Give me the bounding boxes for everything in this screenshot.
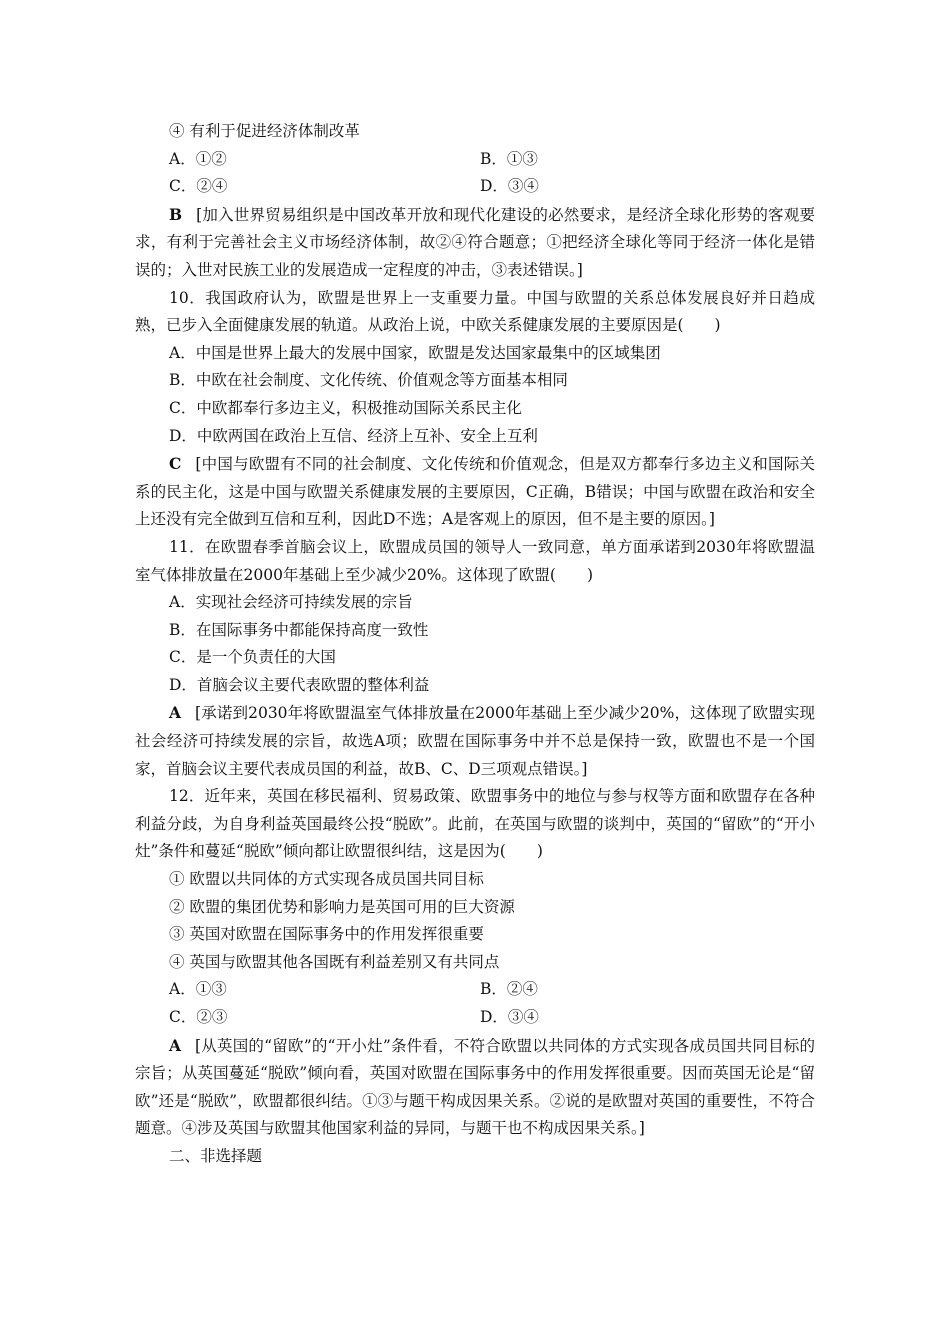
q11-option-b: B．在国际事务中都能保持高度一致性 — [169, 620, 429, 639]
q9-option-a: A．①② — [169, 149, 227, 168]
q12-option-a: A．①③ — [169, 980, 227, 999]
q9-answer-letter: B — [169, 204, 183, 224]
q11-option-a: A．实现社会经济可持续发展的宗旨 — [169, 593, 413, 612]
q12-stem: 12．近年来，英国在移民福利、贸易政策、欧盟事务中的地位与参与权等方面和欧盟存在各种利益分歧，为自身利益英国最终公投“脱欧”。此前，在英国与欧盟的谈判中，英国的“留欧”的“开小灶”条件和蔓延“脱欧”倾向都让欧盟很纠结，这是因为( ) — [135, 787, 815, 861]
section-title: 二、非选择题 — [169, 1146, 263, 1165]
q9-option-d: D．③④ — [480, 177, 539, 196]
q11-option-d: D．首脑会议主要代表欧盟的整体利益 — [169, 675, 430, 694]
q10-option-a: A．中国是世界上最大的发展中国家，欧盟是发达国家最集中的区域集团 — [169, 343, 661, 362]
q12-option-b: B．②④ — [480, 980, 538, 999]
q9-answer — [135, 201, 815, 285]
q12-options-row-2 — [135, 1004, 815, 1032]
q12-answer-letter: A — [169, 1035, 182, 1055]
q12-item-3: ③ 英国对欧盟在国际事务中的作用发挥很重要 — [169, 925, 484, 944]
q11-explanation: [承诺到2030年将欧盟温室气体排放量在2000年基础上至少减少20%，这体现了欧盟实现社会经济可持续发展的宗旨，故选A项；欧盟在国际事务中并不总是保持一致，欧盟也不是一个国家，首脑会议主要代表成员国的利益，故B、C、D三项观点错误。] — [135, 704, 815, 778]
q12-explanation: [从英国的“留欧”的“开小灶”条件看，不符合欧盟以共同体的方式实现各成员国共同目标的宗旨；从英国蔓延“脱欧”倾向看，英国对欧盟在国际事务中的作用发挥很重要。因而英国无论是“留欧”还是“脱欧”，欧盟都很纠结。①③与题干构成因果关系。②说的是欧盟对英国的重要性，不符合题意。④涉及英国与欧盟其他国家利益的异同，与题干也不构成因果关系。] — [135, 1036, 815, 1138]
q11-stem: 11．在欧盟春季首脑会议上，欧盟成员国的领导人一致同意，单方面承诺到2030年将欧盟温室气体排放量在2000年基础上至少减少20%。这体现了欧盟( ) — [135, 537, 815, 584]
q12-option-c: C．②③ — [169, 1008, 228, 1026]
q11-option-c: C．是一个负责任的大国 — [169, 648, 336, 667]
q9-options-row-1 — [135, 146, 815, 174]
q11-answer — [135, 699, 815, 783]
q10-option-c: C．中欧都奉行多边主义，积极推动国际关系民主化 — [169, 398, 522, 417]
q12-item-1: ① 欧盟以共同体的方式实现各成员国共同目标 — [169, 870, 484, 889]
q10-explanation: [中国与欧盟有不同的社会制度、文化传统和价值观念，但是双方都奉行多边主义和国际关系的民主化，这是中国与欧盟关系健康发展的主要原因，C正确，B错误；中国与欧盟在政治和安全上还没有完全做到互信和互利，因此D不选；A是客观上的原因，但不是主要的原因。] — [135, 455, 815, 529]
q9-options-row-2 — [135, 173, 815, 201]
q10-stem: 10．我国政府认为，欧盟是世界上一支重要力量。中国与欧盟的关系总体发展良好并日趋成熟，已步入全面健康发展的轨道。从政治上说，中欧关系健康发展的主要原因是( ) — [135, 288, 815, 335]
q9-option-b: B．①③ — [480, 149, 538, 168]
q12-options-row-1 — [135, 976, 815, 1004]
q10-answer — [135, 450, 815, 534]
q10-option-b: B．中欧在社会制度、文化传统、价值观念等方面基本相同 — [169, 371, 568, 390]
q9-option-c: C．②④ — [169, 177, 228, 196]
q9-explanation: [加入世界贸易组织是中国改革开放和现代化建设的必然要求，是经济全球化形势的客观要求，有利于完善社会主义市场经济体制，故②④符合题意；①把经济全球化等同于经济一体化是错误的；入世对民族工业的发展造成一定程度的冲击，③表述错误。] — [135, 205, 815, 279]
q12-answer — [135, 1032, 815, 1143]
q10-answer-letter: C — [169, 454, 182, 474]
q10-option-d: D．中欧两国在政治上互信、经济上互补、安全上互利 — [169, 426, 538, 445]
q11-answer-letter: A — [169, 703, 182, 723]
q9-item-4: ④ 有利于促进经济体制改革 — [169, 122, 360, 140]
q12-item-2: ② 欧盟的集团优势和影响力是英国可用的巨大资源 — [169, 897, 515, 916]
q12-item-4: ④ 英国与欧盟其他各国既有利益差别又有共同点 — [169, 952, 500, 971]
q12-option-d: D．③④ — [480, 1008, 539, 1026]
document-content — [135, 118, 815, 1171]
